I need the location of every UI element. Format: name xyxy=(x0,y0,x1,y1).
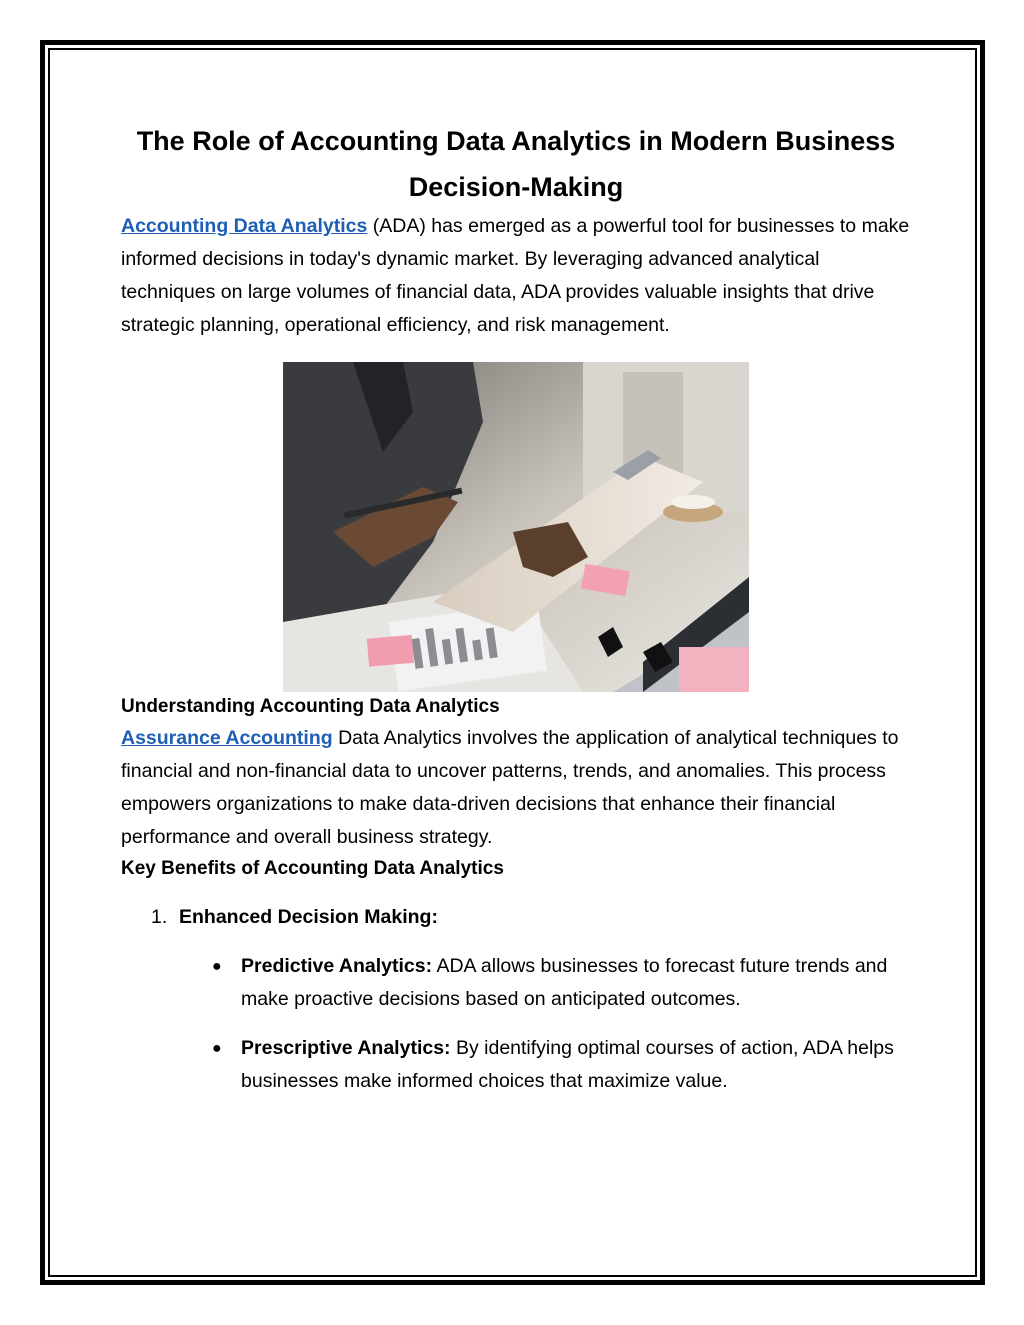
bullet-dot-icon: ● xyxy=(212,958,222,975)
bullet-text: ADA allows businesses to forecast future trends and make proactive decisions based on anticipated outcomes. xyxy=(241,955,888,1010)
assurance-accounting-link[interactable]: Assurance Accounting xyxy=(121,727,333,749)
bullet-term: Predictive Analytics: xyxy=(241,955,433,977)
bullet-text: By identifying optimal courses of action, ADA helps businesses make informed choices that maximize value. xyxy=(241,1037,894,1092)
accounting-data-analytics-link[interactable]: Accounting Data Analytics xyxy=(121,215,368,237)
list-item xyxy=(210,1032,911,1098)
bullet-dot-icon: ● xyxy=(212,1040,222,1057)
hero-image-business-analytics xyxy=(283,362,749,692)
understanding-text: Data Analytics involves the application of analytical techniques to financial and non-financial data to uncover patterns, trends, and anomalies. This process empowers organizations to make data-driven decisions that enhance their financial performance and overall business strategy. xyxy=(121,727,899,848)
section-heading-key-benefits: Key Benefits of Accounting Data Analytics xyxy=(121,858,504,879)
page-title: The Role of Accounting Data Analytics in Modern Business Decision-Making xyxy=(136,126,896,202)
bullet-term: Prescriptive Analytics: xyxy=(241,1037,451,1059)
list-item xyxy=(210,950,911,1016)
understanding-paragraph xyxy=(121,722,911,854)
list-item-label: Enhanced Decision Making: xyxy=(179,906,438,928)
benefits-bullet-list xyxy=(210,950,911,1098)
list-number: 1. xyxy=(151,906,168,928)
intro-paragraph xyxy=(121,210,911,342)
section-heading-understanding: Understanding Accounting Data Analytics xyxy=(121,696,500,717)
intro-text: (ADA) has emerged as a powerful tool for businesses to make informed decisions in today's dynamic market. By leveraging advanced analytical techniques on large volumes of financial data, ADA provides valuable insights that drive strategic planning, operational efficiency, and risk management. xyxy=(121,215,910,336)
document-body xyxy=(121,118,911,1114)
numbered-list-item xyxy=(151,902,911,932)
